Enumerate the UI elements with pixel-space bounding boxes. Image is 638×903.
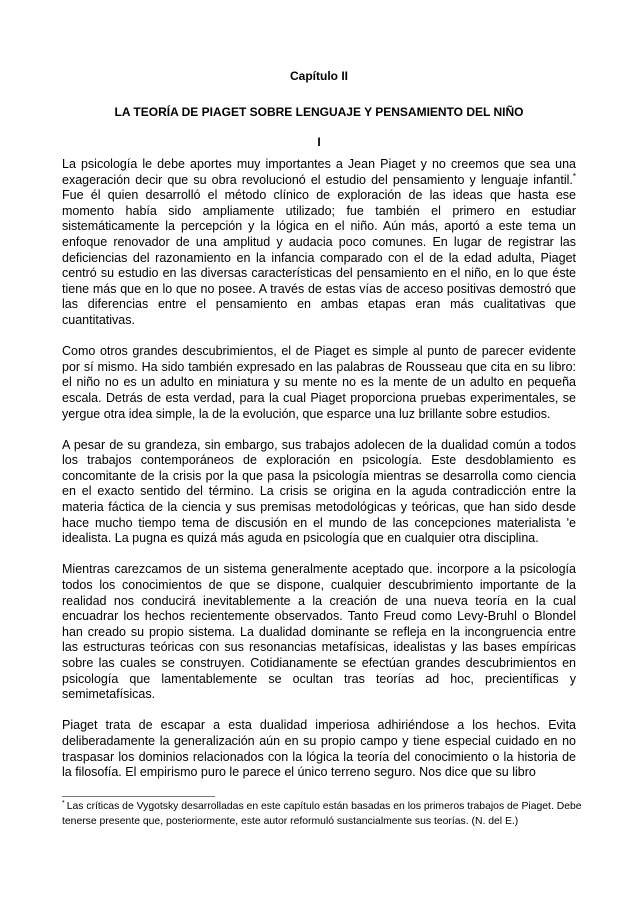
paragraph-1 xyxy=(62,157,576,329)
footnote-mark: * xyxy=(62,799,65,807)
footnote-reference-mark: * xyxy=(572,171,576,181)
section-number: I xyxy=(317,135,321,149)
chapter-title: LA TEORÍA DE PIAGET SOBRE LENGUAJE Y PENSAMIENTO DEL NIÑO xyxy=(114,105,524,119)
paragraph-5: Piaget trata de escapar a esta dualidad imperiosa adhiriéndose a los hechos. Evita deliberadamente la generalización aún en su propio campo y tiene especial cuidado en no traspasar los dominios relacionados con la lógica la teoría del conocimiento o la historia de la filosofía. El empirismo puro le parece el único terreno seguro. Nos dice que su libro xyxy=(62,718,576,780)
footnote-text: Las críticas de Vygotsky desarrolladas en este capítulo están basadas en los primeros trabajos de Piaget. Debe tenerse presente que, posteriormente, este autor reformuló sustancialmente sus teorías. (N. del E.) xyxy=(62,801,582,827)
body-text xyxy=(62,157,576,796)
paragraph-2: Como otros grandes descubrimientos, el de Piaget es simple al punto de parecer evidente por sí mismo. Ha sido también expresado en las palabras de Rousseau que cita en su libro: el niño no es un adulto en miniatura y su mente no es la mente de un adulto en pequeña escala. Detrás de esta verdad, para la cual Piaget proporciona pruebas experimentales, se yergue otra idea simple, la de la evolución, que esparce una luz brillante sobre estudios. xyxy=(62,344,576,421)
footnote xyxy=(62,800,582,829)
footnote-divider xyxy=(62,796,215,797)
chapter-label: Capítulo II xyxy=(290,69,348,83)
paragraph-3: A pesar de su grandeza, sin embargo, sus trabajos adolecen de la dualidad común a todos los trabajos contemporáneos de exploración en psicología. Este desdoblamiento es concomitante de la crisis por la que pasa la psicología mientras se desarrolla como ciencia en el exacto sentido del término. La crisis se origina en la aguda contradicción entre la materia fáctica de la ciencia y sus premisas metodológicas y teóricas, que han sido desde hace mucho tiempo tema de discusión en el mundo de las concepciones materialista 'e idealista. La pugna es quizá más aguda en psicología que en cualquier otra disciplina. xyxy=(62,437,576,546)
paragraph-4: Mientras carezcamos de un sistema generalmente aceptado que. incorpore a la psicología todos los conocimientos de que se dispone, cualquier descubrimiento importante de la realidad nos conducirá inevitablemente a la creación de una nueva teoría en la cual encuadrar los hechos recientemente observados. Tanto Freud como Levy-Bruhl o Blondel han creado su propio sistema. La dualidad dominante se refleja en la incongruencia entre las estructuras teóricas con sus resonancias metafísicas, idealistas y las bases empíricas sobre las cuales se construyen. Cotidianamente se efectúan grandes descubrimientos en psicología que lamentablemente se ocultan tras teorías ad hoc, precientíficas y semimetafísicas. xyxy=(62,562,576,702)
paragraph-1-part-a: La psicología le debe aportes muy importantes a Jean Piaget y no creemos que sea una exageración decir que su obra revolucionó el estudio del pensamiento y lenguaje infantil. xyxy=(62,157,576,187)
paragraph-1-part-b: Fue él quien desarrolló el método clínico de exploración de las ideas que hasta ese momento había sido ampliamente utilizado; fue también el primero en estudiar sistemáticamente la percepción y la lógica en el niño. Aún más, aportó a este tema un enfoque renovador de una amplitud y audacia poco comunes. En lugar de registrar las deficiencias del razonamiento en la infancia comparado con el de la edad adulta, Piaget centró su estudio en las diversas características del pensamiento en el niño, en lo que éste tiene más que en lo que no posee. A través de estas vías de acceso positivas demostró que las diferencias entre el pensamiento en ambas etapas eran más cualitativas que cuantitativas. xyxy=(62,188,576,327)
